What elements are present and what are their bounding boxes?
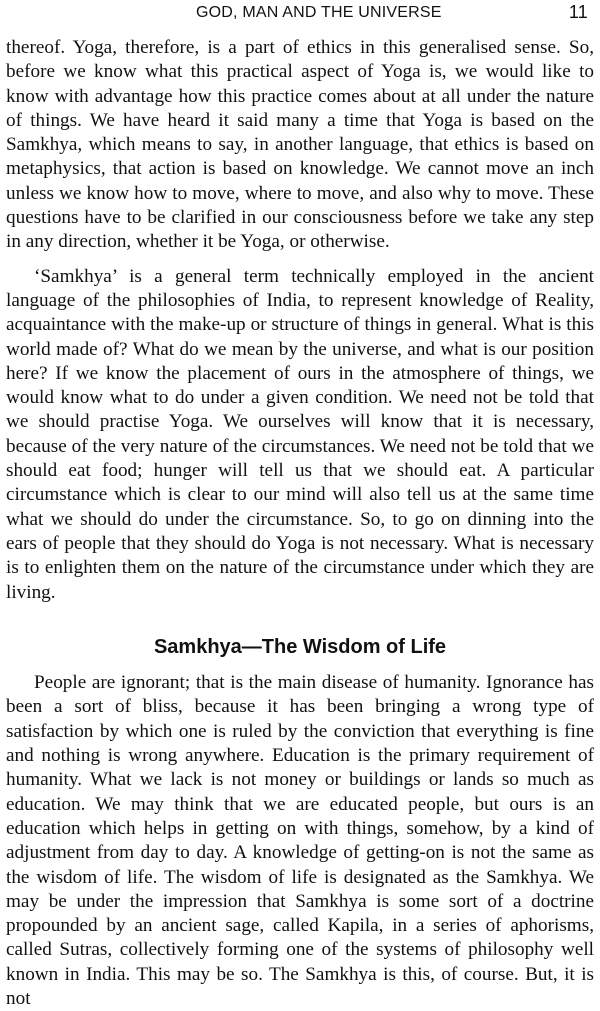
running-title: GOD, MAN AND THE UNIVERSE (196, 4, 442, 21)
running-header (6, 0, 594, 24)
section-heading: Samkhya—The Wisdom of Life (153, 635, 447, 658)
paragraph-2: ‘Samkhya’ is a general term technically employed in the ancient language of the philosophies of India, to represent knowledge of Reality, acquaintance with the make-up or structure of things in general. What is this world made of? What do we mean by the universe, and what is our position here? If we know the placement of ours in the atmosphere of things, we would know what to do under a given condition. We need not be told that we should practise Yoga. We ourselves will know that it is necessary, because of the very nature of the circumstances. We need not be told that we should eat food; hunger will tell us that we should eat. A particular circumstance which is clear to our mind will also tell us at the same time what we should do under the circumstance. So, to go on dinning into the ears of people that they should do Yoga is not necessary. What is necessary is to enlighten them on the nature of the circumstance under which they are living. (6, 265, 594, 603)
paragraph-1: thereof. Yoga, therefore, is a part of ethics in this generalised sense. So, before we know what this practical aspect of Yoga is, we would like to know with advantage how this practice comes about at all under the nature of things. We have heard it said many a time that Yoga is based on the Samkhya, which means to say, in another language, that ethics is based on metaphysics, that action is based on knowledge. We cannot move an inch unless we know how to move, where to move, and also why to move. These questions have to be clarified in our consciousness before we take any step in any direction, whether it be Yoga, or otherwise. (6, 37, 594, 253)
body-text (6, 36, 594, 1011)
section-paragraph: People are ignorant; that is the main disease of humanity. Ignorance has been a sort of bliss, because it has been bringing a wrong type of satisfaction by which one is ruled by the conviction that everything is fine and nothing is wrong anywhere. Education is the primary requirement of humanity. What we lack is not money or buildings or lands so much as education. We may think that we are educated people, but ours is an education which helps in getting on with things, somehow, by a kind of adjustment from day to day. A knowledge of getting-on is not the same as the wisdom of life. The wisdom of life is designated as the Samkhya. We may be under the impression that Samkhya is some sort of a doctrine propounded by an ancient sage, called Kapila, in a series of aphorisms, called Sutras, collectively forming one of the systems of philosophy well known in India. This may be so. The Samkhya is this, of course. But, it is not (6, 672, 594, 1009)
page-number: 11 (568, 2, 588, 22)
